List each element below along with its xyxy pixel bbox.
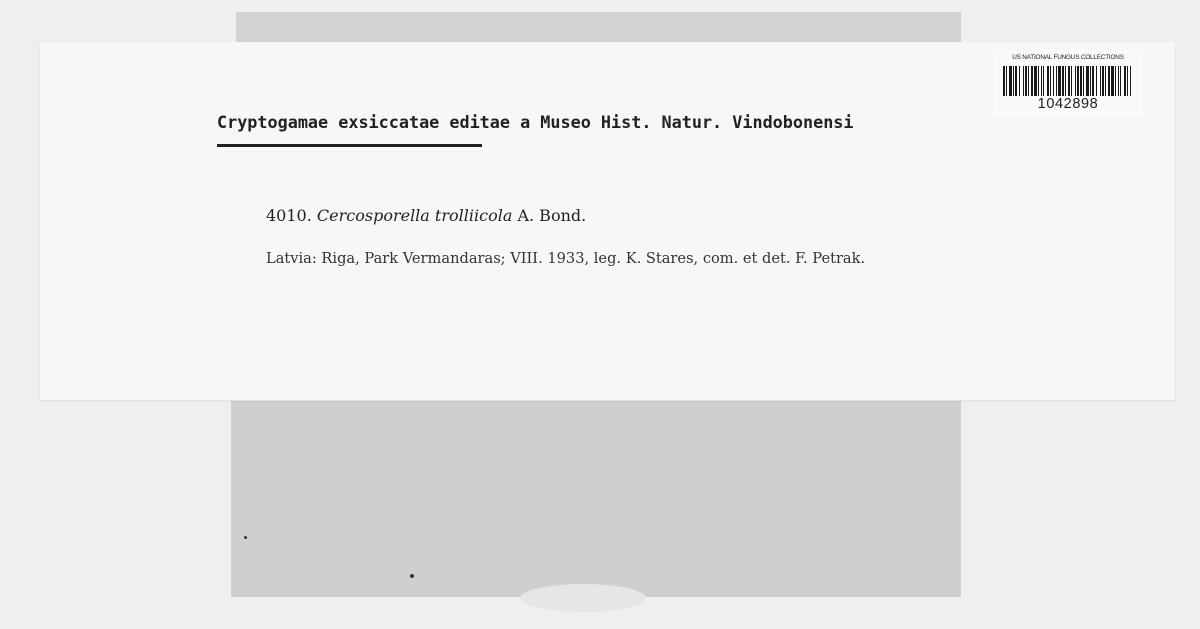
species-name: Cercosporella trolliicola xyxy=(316,206,513,225)
barcode-number: 1042898 xyxy=(1037,96,1099,112)
barcode-label xyxy=(993,50,1143,116)
herbarium-sheet-packet xyxy=(231,401,961,597)
barcode-caption: US NATIONAL FUNGUS COLLECTIONS xyxy=(1012,54,1124,61)
collection-header: Cryptogamae exsiccatae editae a Museo Hist. Natur. Vindobonensi xyxy=(217,112,854,132)
species-line xyxy=(266,206,586,225)
header-underline xyxy=(217,144,482,147)
specimen-label xyxy=(40,42,1175,400)
paper-speck xyxy=(410,574,414,578)
specimen-number: 4010. xyxy=(266,206,312,225)
packet-clip xyxy=(520,584,646,612)
paper-speck xyxy=(244,536,247,539)
locality-text: Latvia: Riga, Park Vermandaras; VIII. 1933, leg. K. Stares, com. et det. F. Petrak. xyxy=(266,250,866,267)
barcode-icon xyxy=(1003,66,1133,96)
species-author: A. Bond. xyxy=(517,206,587,225)
